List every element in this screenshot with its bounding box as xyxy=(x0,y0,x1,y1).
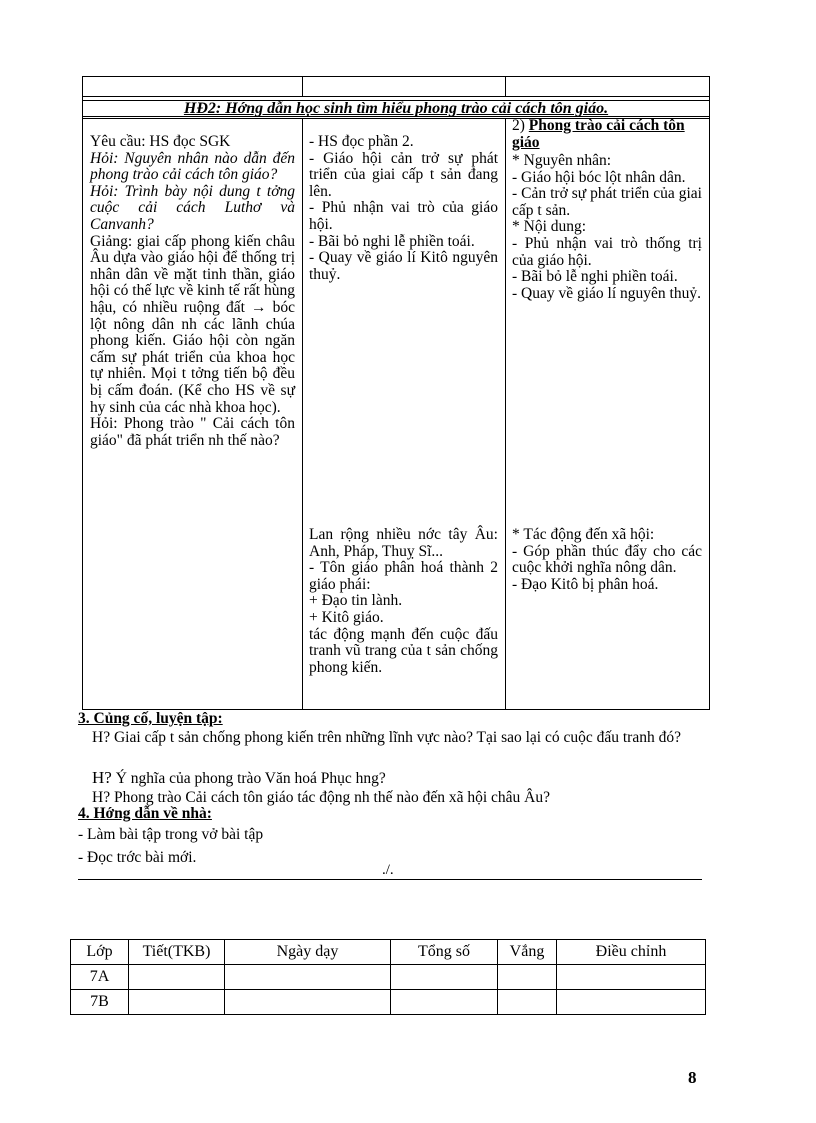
header-date: Ngày dạy xyxy=(225,940,391,965)
class-cell: 7A xyxy=(71,965,129,990)
col-divider xyxy=(302,76,303,97)
review-question-2-prefix: H? xyxy=(92,768,112,787)
table-cell xyxy=(225,990,391,1015)
question-content: Hỏi: Trình bày nội dung t tởng cuộc cải cách Luthơ và Canvanh? xyxy=(90,182,295,233)
separator-line xyxy=(78,879,702,880)
lecture-text: Giảng: giai cấp phong kiến châu Âu dựa vào giáo hội để thống trị nhân dân về mặt tinh thần, giáo hội có thế lực về kinh tế rất hùng hậu, có nhiều ruộng đất → bóc lột nông dân nh các lãnh chúa phong kiến. Giáo hội còn ngăn cấm sự phát triển của khoa học tự nhiên. Mọi t tởng tiến bộ đều bị cấm đoán. (Kể cho HS về sự hy sinh của các nhà khoa học). xyxy=(90,232,295,416)
table-border xyxy=(82,96,710,97)
table-border-right xyxy=(709,76,710,710)
content-title-number: 2) xyxy=(512,117,529,134)
table-row xyxy=(71,990,706,1015)
homework-item-1: - Làm bài tập trong vở bài tập xyxy=(78,826,264,843)
review-question-2-text: Ý nghĩa của phong trào Văn hoá Phục hng? xyxy=(115,770,386,787)
activity-heading: HĐ2: Hớng dẫn học sinh tìm hiểu phong trào cải cách tôn giáo. xyxy=(183,100,609,117)
review-question-1: H? Giai cấp t sản chống phong kiến trên những lĩnh vực nào? Tại sao lại có cuộc đấu tranh đó? xyxy=(92,729,681,746)
content-notes-1: * Nguyên nhân: - Giáo hội bóc lột nhân dân. - Cản trở sự phát triển của giai cấp t sản. * Nội dung: - Phủ nhận vai trò thống trị của giáo hội. - Bãi bỏ lễ nghi phiền toái. - Quay về giáo lí nguyên thuỷ. xyxy=(512,152,702,302)
end-marker: ./. xyxy=(382,862,394,878)
table-cell xyxy=(557,965,706,990)
col-divider xyxy=(302,118,303,710)
class-cell: 7B xyxy=(71,990,129,1015)
question-development: Hỏi: Phong trào " Cải cách tôn giáo" đã phát triển nh thế nào? xyxy=(90,415,295,449)
content-notes-2: * Tác động đến xã hội: - Góp phần thúc đẩy cho các cuộc khởi nghĩa nông dân. - Đạo Kitô bị phân hoá. xyxy=(512,526,702,593)
header-absent: Vắng xyxy=(498,940,557,965)
question-cause: Hỏi: Nguyên nhân nào dẫn đến phong trào cải cách tôn giáo? xyxy=(90,149,295,184)
header-class: Lớp xyxy=(71,940,129,965)
teacher-column xyxy=(90,134,295,449)
content-title-text: Phong trào cải cách tôn giáo xyxy=(512,117,685,151)
table-cell xyxy=(498,965,557,990)
section-3-heading: 3. Củng cố, luyện tập: xyxy=(78,710,223,727)
homework-item-2: - Đọc trớc bài mới. xyxy=(78,849,197,866)
requirement-text: Yêu cầu: HS đọc SGK xyxy=(90,133,231,150)
table-cell xyxy=(498,990,557,1015)
review-question-2 xyxy=(92,768,386,788)
header-adjustment: Điều chỉnh xyxy=(557,940,706,965)
table-cell xyxy=(391,990,498,1015)
table-cell xyxy=(391,965,498,990)
table-row xyxy=(71,965,706,990)
table-cell xyxy=(557,990,706,1015)
content-title xyxy=(512,118,702,151)
review-question-3: H? Phong trào Cải cách tôn giáo tác động nh thế nào đến xã hội châu Âu? xyxy=(92,789,550,806)
table-cell xyxy=(129,965,225,990)
col-divider xyxy=(505,118,506,710)
student-activity-1: - HS đọc phần 2. - Giáo hội cản trở sự phát triển của giai cấp t sản đang lên. - Phủ nhận vai trò của giáo hội. - Bãi bỏ nghi lễ phiền toái. - Quay về giáo lí Kitô nguyên thuỷ. xyxy=(309,133,498,283)
student-activity-2: Lan rộng nhiều nớc tây Âu: Anh, Pháp, Thuỵ Sĩ... - Tôn giáo phân hoá thành 2 giáo phái: + Đạo tin lành. + Kitô giáo. tác động mạnh đến cuộc đấu tranh vũ trang của t sản chống phong kiến. xyxy=(309,526,498,676)
col-divider xyxy=(505,76,506,97)
header-period: Tiết(TKB) xyxy=(129,940,225,965)
table-border-top xyxy=(82,76,710,77)
table-border-left xyxy=(82,76,83,710)
schedule-header-row xyxy=(71,940,706,965)
schedule-table xyxy=(70,939,706,1015)
page-number: 8 xyxy=(688,1068,697,1087)
section-4-heading: 4. Hớng dẫn về nhà: xyxy=(78,805,212,822)
header-total: Tổng số xyxy=(391,940,498,965)
table-cell xyxy=(225,965,391,990)
table-cell xyxy=(129,990,225,1015)
